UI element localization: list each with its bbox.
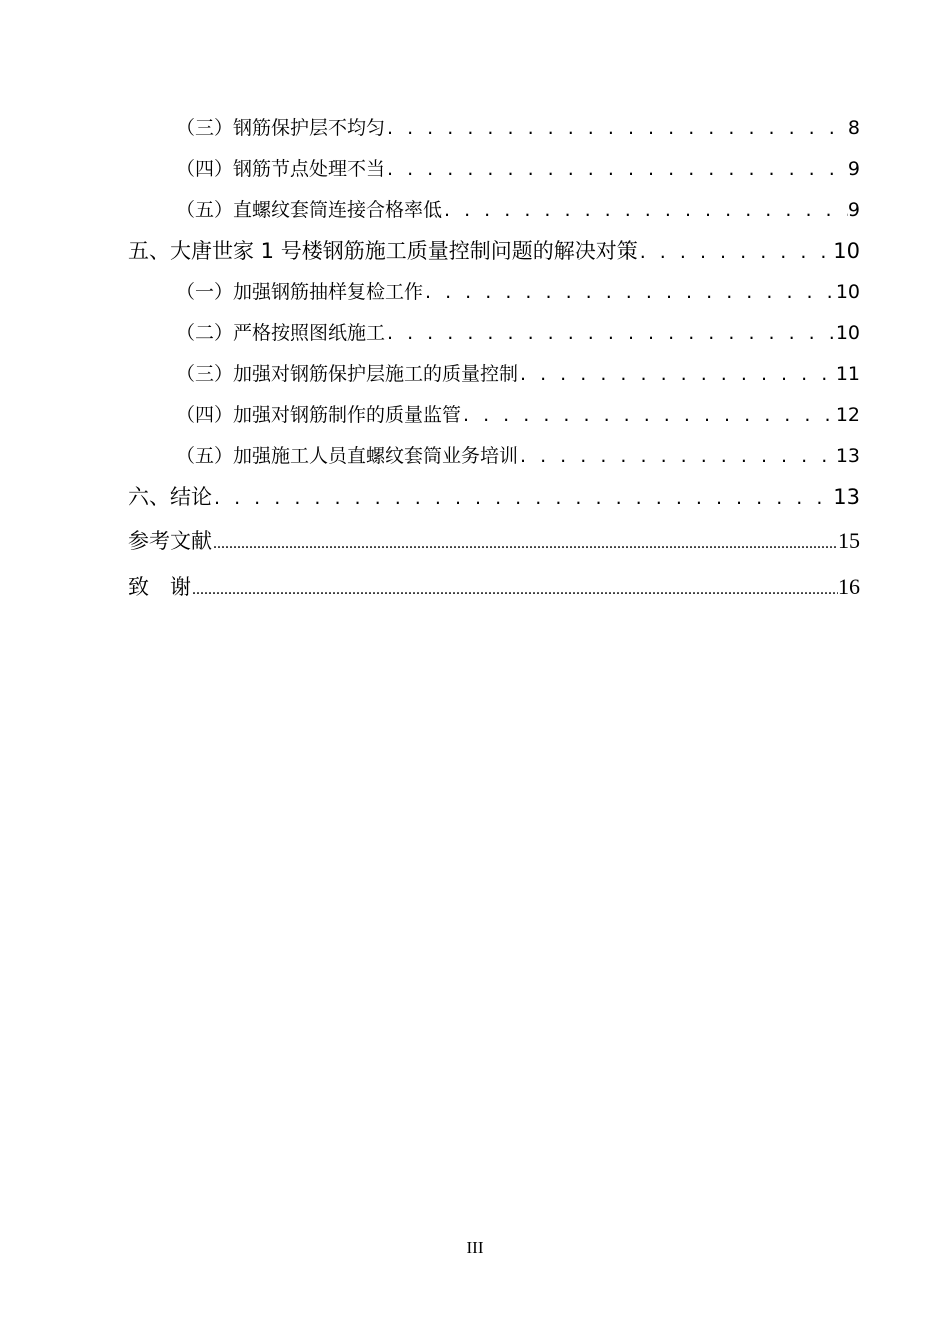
dot-leader (212, 478, 833, 518)
toc-entry-title: 五、大唐世家 1 号楼钢筋施工质量控制问题的解决对策 (128, 239, 638, 263)
toc-entry-page: 16 (838, 574, 860, 599)
toc-entry-page: 12 (835, 404, 860, 426)
page-number: III (466, 1238, 484, 1257)
toc-entry[interactable] (128, 190, 860, 231)
toc-entry[interactable] (128, 477, 860, 518)
toc-entry[interactable] (128, 395, 860, 436)
toc-entry-page: 15 (838, 528, 860, 553)
dot-leader (385, 313, 836, 354)
toc-entry[interactable] (128, 272, 860, 313)
toc-entry-page: 10 (835, 322, 860, 344)
toc-entry-title: 六、结论 (128, 485, 212, 509)
toc-entry[interactable] (128, 436, 860, 477)
toc-entry[interactable] (128, 313, 860, 354)
toc-entry-title: 致 谢 (128, 575, 191, 599)
toc-entry-page: 9 (847, 158, 860, 180)
toc-entry-title: （五）直螺纹套筒连接合格率低 (176, 199, 443, 221)
toc-entry-title: （一）加强钢筋抽样复检工作 (176, 281, 424, 303)
toc-entry-title: （三）加强对钢筋保护层施工的质量控制 (176, 363, 519, 385)
dot-leader (423, 272, 836, 313)
toc-entry-title: （五）加强施工人员直螺纹套筒业务培训 (176, 445, 519, 467)
dot-leader (191, 567, 838, 610)
toc-entry[interactable] (128, 518, 860, 564)
toc-entry[interactable] (128, 354, 860, 395)
toc-entry-page: 10 (835, 281, 860, 303)
toc-entry-page: 13 (833, 485, 860, 509)
dot-leader (638, 232, 834, 272)
table-of-contents (128, 108, 860, 610)
dot-leader (518, 354, 836, 395)
toc-entry-page: 10 (833, 239, 860, 263)
toc-entry-title: （三）钢筋保护层不均匀 (176, 117, 386, 139)
dot-leader (385, 149, 848, 190)
dot-leader (461, 395, 836, 436)
toc-entry-page: 9 (847, 199, 860, 221)
toc-entry-title: （四）加强对钢筋制作的质量监管 (176, 404, 462, 426)
toc-entry[interactable] (128, 231, 860, 272)
toc-entry[interactable] (128, 108, 860, 149)
toc-entry[interactable] (128, 149, 860, 190)
toc-entry-page: 11 (835, 363, 860, 385)
toc-entry-page: 8 (847, 117, 860, 139)
toc-entry[interactable] (128, 564, 860, 610)
toc-entry-title: （四）钢筋节点处理不当 (176, 158, 386, 180)
dot-leader (442, 190, 848, 231)
toc-entry-title: 参考文献 (128, 529, 212, 553)
toc-entry-page: 13 (835, 445, 860, 467)
dot-leader (518, 436, 836, 477)
toc-entry-title: （二）严格按照图纸施工 (176, 322, 386, 344)
dot-leader (212, 521, 838, 564)
dot-leader (385, 108, 848, 149)
